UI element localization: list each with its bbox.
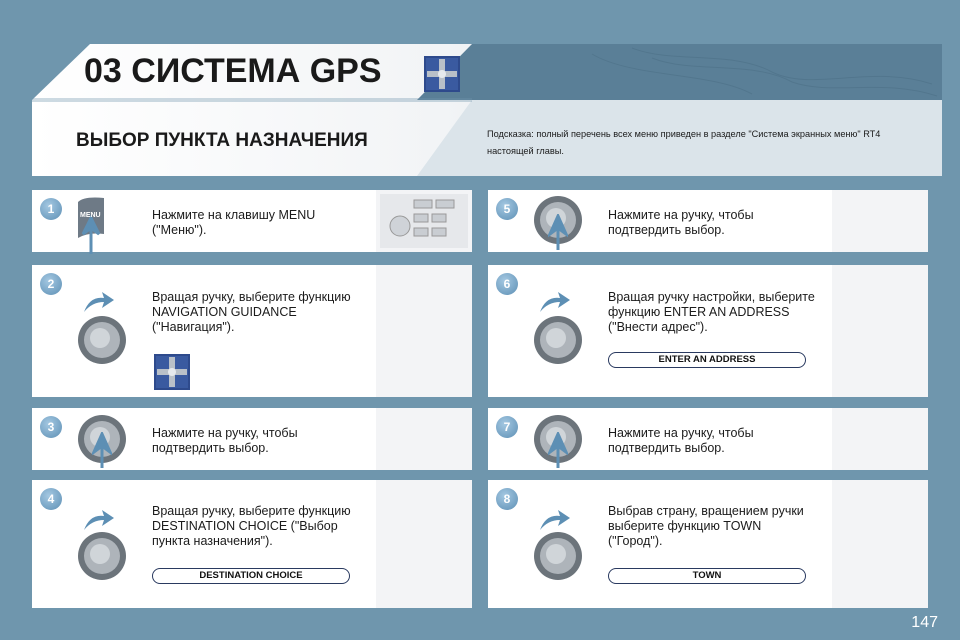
push-arrow-icon — [92, 432, 112, 468]
step-instruction: Нажмите на ручку, чтобы подтвердить выбор. — [608, 208, 754, 237]
dashboard-photo — [376, 408, 472, 470]
step-instruction: Выбрав страну, вращением ручки выберите функцию TOWN ("Город"). — [608, 504, 804, 548]
step-number: 4 — [40, 488, 62, 510]
step-instruction: Вращая ручку, выберите функцию DESTINATION CHOICE ("Выбор пункта назначения"). — [152, 504, 351, 548]
gps-navigation-icon — [424, 56, 460, 92]
step-number: 8 — [496, 488, 518, 510]
menu-option-label: DESTINATION CHOICE — [152, 568, 350, 584]
step-number: 7 — [496, 416, 518, 438]
step-number: 5 — [496, 198, 518, 220]
dashboard-photo — [832, 265, 928, 397]
menu-option-label: TOWN — [608, 568, 806, 584]
rotate-arrow-icon — [80, 288, 116, 316]
menu-key-label: MENU — [80, 212, 101, 219]
step-number: 6 — [496, 273, 518, 295]
knob-icon — [532, 314, 584, 366]
dashboard-photo — [832, 190, 928, 252]
dashboard-photo — [376, 190, 472, 252]
section-heading: ВЫБОР ПУНКТА НАЗНАЧЕНИЯ — [76, 130, 368, 151]
step-number: 1 — [40, 198, 62, 220]
rotate-arrow-icon — [536, 288, 572, 316]
page-number: 147 — [911, 614, 938, 631]
page-title: 03 СИСТЕМА GPS — [84, 52, 382, 90]
step-instruction: Нажмите на ручку, чтобы подтвердить выбор. — [152, 426, 298, 455]
hint-note: Подсказка: полный перечень всех меню приведен в разделе "Система экранных меню" RT4 настоящей главы. — [487, 129, 881, 156]
menu-button-icon — [74, 196, 108, 254]
dashboard-photo — [376, 480, 472, 608]
knob-icon — [76, 530, 128, 582]
step-instruction: Нажмите на клавишу MENU ("Меню"). — [152, 208, 316, 237]
knob-icon — [532, 530, 584, 582]
step-number: 2 — [40, 273, 62, 295]
push-arrow-icon — [548, 214, 568, 250]
push-arrow-icon — [548, 432, 568, 468]
gps-navigation-icon — [154, 354, 190, 390]
knob-icon — [76, 314, 128, 366]
dashboard-photo — [832, 480, 928, 608]
dashboard-photo — [376, 265, 472, 397]
menu-option-label: ENTER AN ADDRESS — [608, 352, 806, 368]
step-instruction: Вращая ручку настройки, выберите функцию ENTER AN ADDRESS ("Внести адрес"). — [608, 290, 815, 334]
step-instruction: Нажмите на ручку, чтобы подтвердить выбор. — [608, 426, 754, 455]
dashboard-photo — [832, 408, 928, 470]
step-number: 3 — [40, 416, 62, 438]
step-instruction: Вращая ручку, выберите функцию NAVIGATION GUIDANCE ("Навигация"). — [152, 290, 351, 334]
